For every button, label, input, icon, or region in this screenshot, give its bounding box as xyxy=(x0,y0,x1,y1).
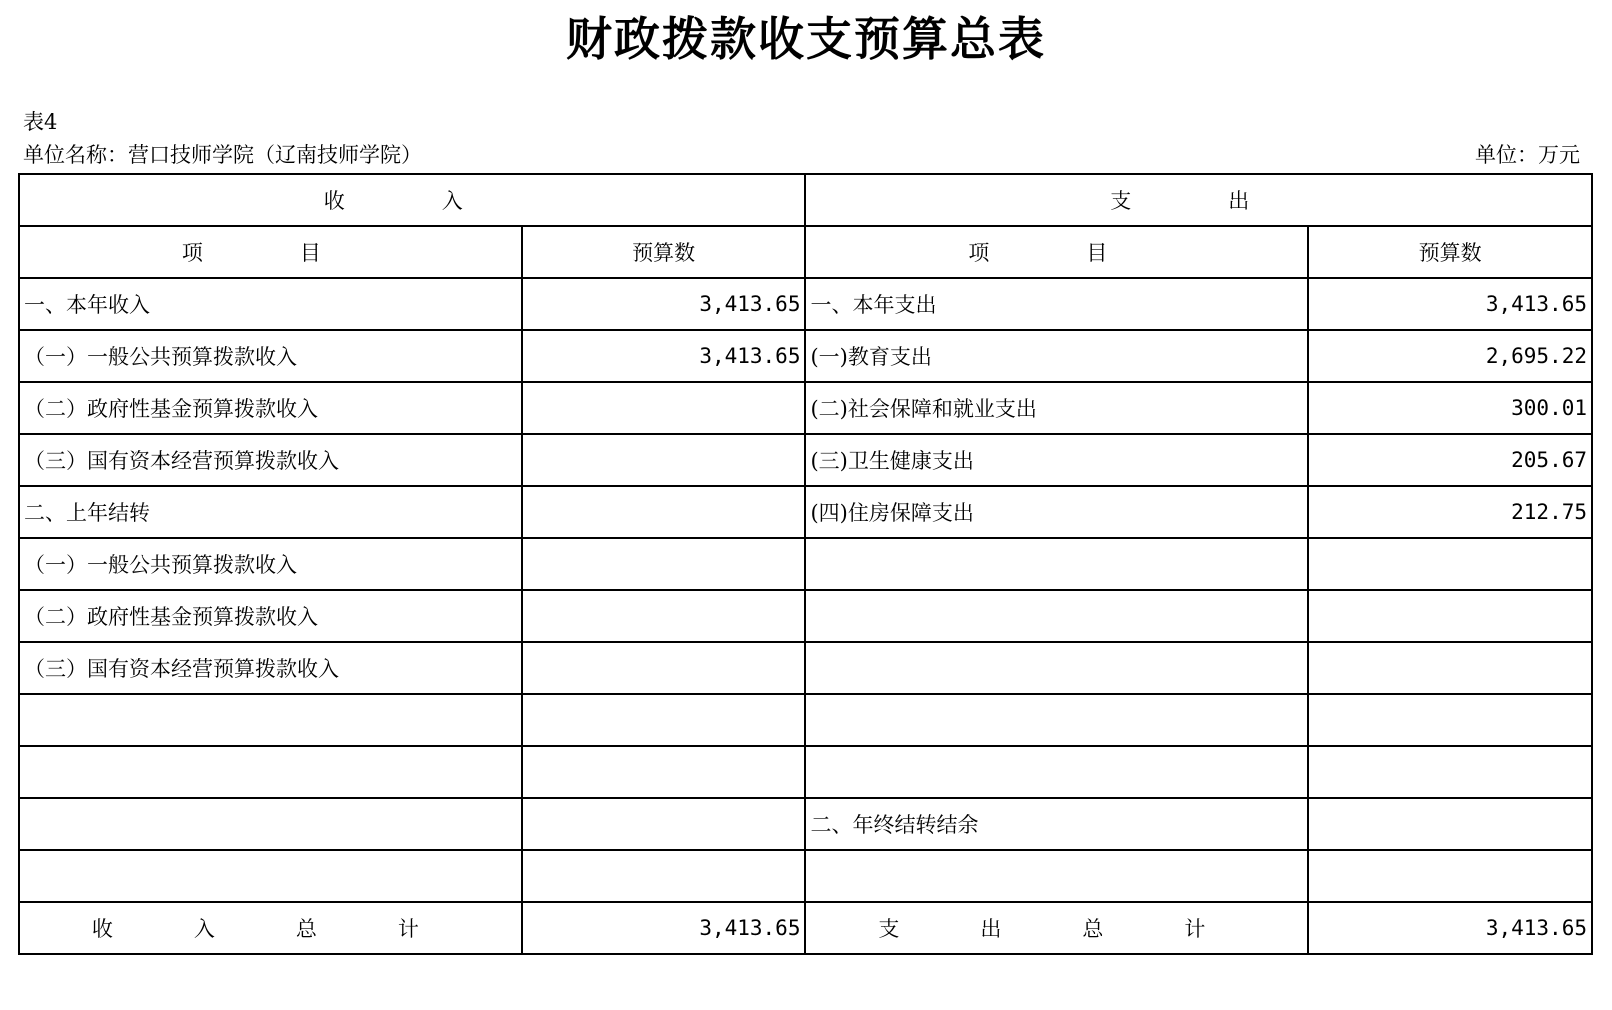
income-value-cell xyxy=(522,538,806,590)
expense-item-cell xyxy=(805,746,1308,798)
expense-item-cell: (三)卫生健康支出 xyxy=(805,434,1308,486)
income-total-label: 收 入 总 计 xyxy=(19,902,522,954)
income-item-cell: （二）政府性基金预算拨款收入 xyxy=(19,382,522,434)
income-total-value: 3,413.65 xyxy=(522,902,806,954)
table-row xyxy=(19,746,1592,798)
income-value-cell xyxy=(522,850,806,902)
income-item-cell: （二）政府性基金预算拨款收入 xyxy=(19,590,522,642)
expense-item-cell: (二)社会保障和就业支出 xyxy=(805,382,1308,434)
budget-table xyxy=(18,173,1593,955)
expense-value-cell xyxy=(1308,850,1592,902)
table-row xyxy=(19,538,1592,590)
expense-value-cell: 3,413.65 xyxy=(1308,278,1592,330)
expense-value-cell: 205.67 xyxy=(1308,434,1592,486)
income-item-cell: （一）一般公共预算拨款收入 xyxy=(19,330,522,382)
table-row xyxy=(19,798,1592,850)
expense-value-cell: 2,695.22 xyxy=(1308,330,1592,382)
income-value-cell xyxy=(522,694,806,746)
income-value-cell xyxy=(522,382,806,434)
expense-value-cell xyxy=(1308,538,1592,590)
expense-value-cell xyxy=(1308,746,1592,798)
income-item-cell xyxy=(19,746,522,798)
table-number: 表4 xyxy=(23,110,58,134)
income-item-cell: （三）国有资本经营预算拨款收入 xyxy=(19,642,522,694)
expense-item-cell xyxy=(805,850,1308,902)
expense-value-cell xyxy=(1308,798,1592,850)
table-row xyxy=(19,486,1592,538)
income-value-cell xyxy=(522,434,806,486)
table-row xyxy=(19,382,1592,434)
income-budget-header: 预算数 xyxy=(522,226,806,278)
expense-item-cell: (四)住房保障支出 xyxy=(805,486,1308,538)
expense-total-label: 支 出 总 计 xyxy=(805,902,1308,954)
income-item-cell xyxy=(19,798,522,850)
income-value-cell: 3,413.65 xyxy=(522,278,806,330)
expense-value-cell xyxy=(1308,590,1592,642)
income-item-header: 项 目 xyxy=(19,226,522,278)
income-item-cell: （一）一般公共预算拨款收入 xyxy=(19,538,522,590)
expense-budget-header: 预算数 xyxy=(1308,226,1592,278)
page-title: 财政拨款收支预算总表 xyxy=(566,12,1046,66)
income-item-cell: （三）国有资本经营预算拨款收入 xyxy=(19,434,522,486)
totals-row xyxy=(19,902,1592,954)
table-row xyxy=(19,330,1592,382)
income-value-cell xyxy=(522,798,806,850)
table-row xyxy=(19,278,1592,330)
income-value-cell: 3,413.65 xyxy=(522,330,806,382)
expense-item-cell xyxy=(805,642,1308,694)
table-row xyxy=(19,850,1592,902)
expense-item-cell: 一、本年支出 xyxy=(805,278,1308,330)
expense-section-header: 支 出 xyxy=(805,174,1592,226)
table-row xyxy=(19,434,1592,486)
table-row xyxy=(19,590,1592,642)
column-header-row xyxy=(19,226,1592,278)
expense-item-cell: 二、年终结转结余 xyxy=(805,798,1308,850)
income-value-cell xyxy=(522,590,806,642)
income-item-cell xyxy=(19,694,522,746)
income-item-cell xyxy=(19,850,522,902)
currency-unit: 单位：万元 xyxy=(1475,143,1580,167)
table-row xyxy=(19,694,1592,746)
expense-item-cell xyxy=(805,694,1308,746)
expense-value-cell xyxy=(1308,694,1592,746)
income-value-cell xyxy=(522,746,806,798)
income-section-header: 收 入 xyxy=(19,174,805,226)
income-item-cell: 二、上年结转 xyxy=(19,486,522,538)
table-row xyxy=(19,642,1592,694)
unit-name: 单位名称：营口技师学院（辽南技师学院） xyxy=(23,143,422,167)
expense-value-cell xyxy=(1308,642,1592,694)
expense-item-cell: (一)教育支出 xyxy=(805,330,1308,382)
expense-item-cell xyxy=(805,590,1308,642)
expense-item-cell xyxy=(805,538,1308,590)
income-value-cell xyxy=(522,486,806,538)
expense-item-header: 项 目 xyxy=(805,226,1308,278)
section-header-row xyxy=(19,174,1592,226)
expense-value-cell: 300.01 xyxy=(1308,382,1592,434)
expense-value-cell: 212.75 xyxy=(1308,486,1592,538)
expense-total-value: 3,413.65 xyxy=(1308,902,1592,954)
income-value-cell xyxy=(522,642,806,694)
income-item-cell: 一、本年收入 xyxy=(19,278,522,330)
